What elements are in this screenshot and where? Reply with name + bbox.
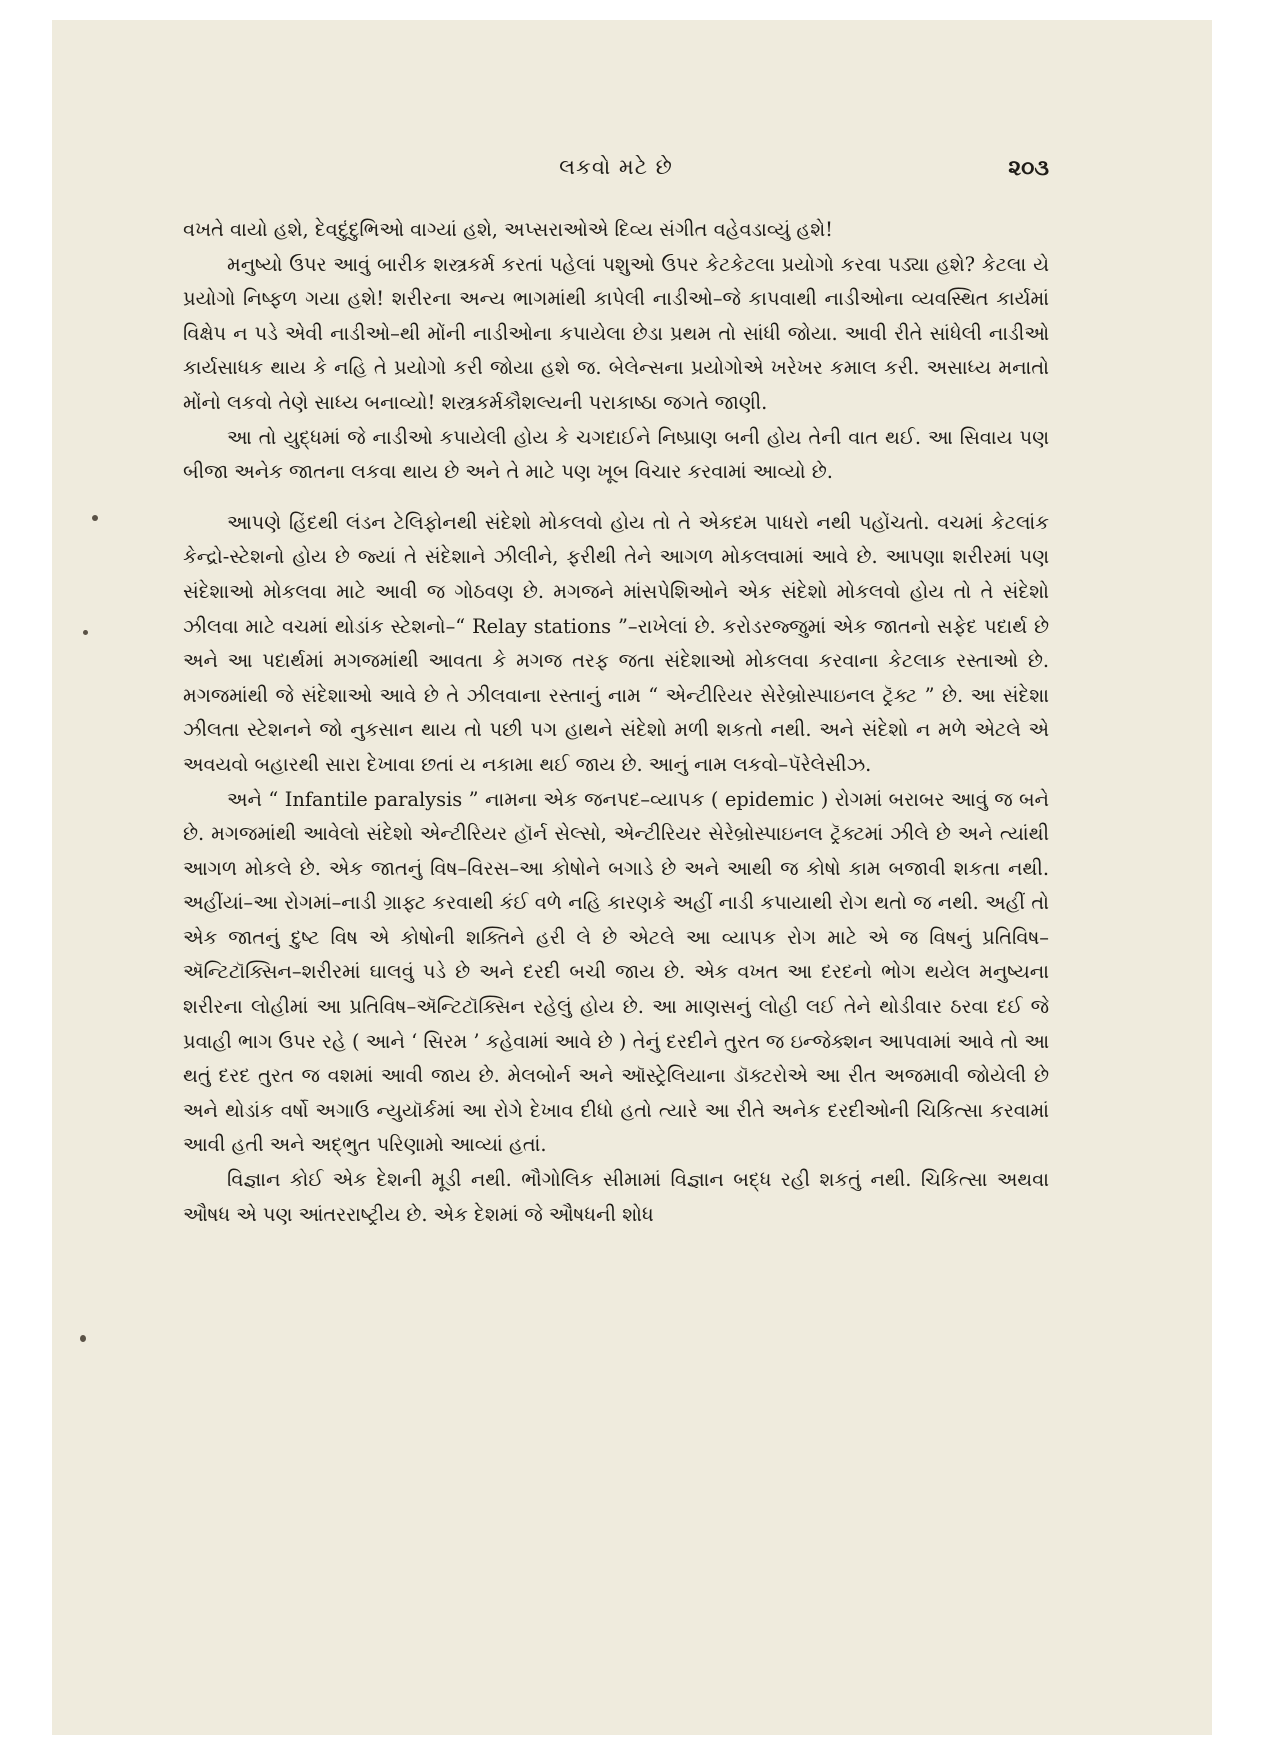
paper-speck xyxy=(83,630,88,635)
page-header xyxy=(183,155,1049,191)
page-number: ૨૦૩ xyxy=(1008,155,1049,181)
paragraph: આપણે હિંદથી લંડન ટેલિફોનથી સંદેશો મોકલવો હોય તો તે એકદમ પાધરો નથી પહોંચતો. વચમાં કેટલાંક કેન્દ્રો-સ્ટેશનો હોય છે જ્યાં તે સંદેશાને ઝીલીને, ફરીથી તેને આગળ મોકલવામાં આવે છે. આપણા શરીરમાં પણ સંદેશાઓ મોકલવા માટે આવી જ ગોઠવણ છે. મગજને માંસપેશિઓને એક સંદેશો મોકલવો હોય તો તે સંદેશો ઝીલવા માટે વચમાં થોડાંક સ્ટેશનો–“ Relay stations ”–રાખેલાં છે. કરોડરજ્જુમાં એક જાતનો સફેદ પદાર્થ છે અને આ પદાર્થમાં મગજમાંથી આવતા કે મગજ તરફ જતા સંદેશાઓ મોકલવા કરવાના કેટલાક રસ્તાઓ છે. મગજમાંથી જે સંદેશાઓ આવે છે તે ઝીલવાના રસ્તાનું નામ “ એન્ટીરિયર સેરેબ્રોસ્પાઇનલ ટ્રૅક્ટ ” છે. આ સંદેશા ઝીલતા સ્ટેશનને જો નુકસાન થાય તો પછી પગ હાથને સંદેશો મળી શકતો નથી. અને સંદેશો ન મળે એટલે એ અવયવો બહારથી સારા દેખાવા છતાં ય નકામા થઈ જાય છે. આનું નામ લકવો–પૅરેલેસીઝ. xyxy=(183,510,1049,776)
paragraph: આ તો યુદ્ધમાં જે નાડીઓ કપાયેલી હોય કે ચગદાઈને નિષ્પ્રાણ બની હોય તેની વાત થઈ. આ સિવાય પણ બીજા અનેક જાતના લકવા થાય છે અને તે માટે પણ ખૂબ વિચાર કરવામાં આવ્યો છે. xyxy=(183,425,1049,484)
book-page xyxy=(183,155,1049,1232)
paragraph: વખતે વાયો હશે, દેવદુંદુભિઓ વાગ્યાં હશે, અપ્સરાઓએ દિવ્ય સંગીત વહેવડાવ્યું હશે! xyxy=(183,218,833,241)
paper-speck xyxy=(92,515,98,521)
paragraph: વિજ્ઞાન કોઈ એક દેશની મૂડી નથી. ભૌગોલિક સીમામાં વિજ્ઞાન બદ્ધ રહી શકતું નથી. ચિકિત્સા અથવા ઔષધ એ પણ આંતરરાષ્ટ્રીય છે. એક દેશમાં જે ઔષધની શોધ xyxy=(183,1168,1049,1226)
paragraph: મનુષ્યો ઉપર આવું બારીક શસ્ત્રકર્મ કરતાં પહેલાં પશુઓ ઉપર કેટકેટલા પ્રયોગો કરવા પડ્યા હશે? કેટલા યે પ્રયોગો નિષ્ફળ ગયા હશે! શરીરના અન્ય ભાગમાંથી કાપેલી નાડીઓ–જે કાપવાથી નાડીઓના વ્યવસ્થિત કાર્યમાં વિક્ષેપ ન પડે એવી નાડીઓ–થી મોંની નાડીઓના કપાયેલા છેડા પ્રથમ તો સાંધી જોયા. આવી રીતે સાંધેલી નાડીઓ કાર્યસાધક થાય કે નહિ તે પ્રયોગો કરી જોયા હશે જ. બેલેન્સના પ્રયોગોએ ખરેખર કમાલ કરી. અસાધ્ય મનાતો મોંનો લકવો તેણે સાધ્ય બનાવ્યો! શસ્ત્રકર્મકૌશલ્યની પરાકાષ્ઠા જગતે જાણી. xyxy=(183,252,1049,414)
running-head: લકવો મટે છે xyxy=(559,155,673,179)
paper-speck xyxy=(80,1335,86,1342)
paragraph: અને “ Infantile paralysis ” નામના એક જનપદ–વ્યાપક ( epidemic ) રોગમાં બરાબર આવું જ બને છે. મગજમાંથી આવેલો સંદેશો એન્ટીરિયર હૉર્ન સેલ્સો, એન્ટીરિયર સેરેબ્રોસ્પાઇનલ ટ્રૅક્ટમાં ઝીલે છે અને ત્યાંથી આગળ મોકલે છે. એક જાતનું વિષ–વિરસ–આ કોષોને બગાડે છે અને આથી જ કોષો કામ બજાવી શકતા નથી. અહીંયાં–આ રોગમાં–નાડી ગ્રાફ્ટ કરવાથી કંઈ વળે નહિ કારણકે અહીં નાડી કપાયાથી રોગ થતો જ નથી. અહીં તો એક જાતનું દુષ્ટ વિષ એ કોષોની શક્તિને હરી લે છે એટલે આ વ્યાપક રોગ માટે એ જ વિષનું પ્રતિવિષ–ઍન્ટિટૉક્સિન–શરીરમાં ઘાલવું પડે છે અને દરદી બચી જાય છે. એક વખત આ દરદનો ભોગ થયેલ મનુષ્યના શરીરના લોહીમાં આ પ્રતિવિષ–ઍન્ટિટૉક્સિન રહેલું હોય છે. આ માણસનું લોહી લઈ તેને થોડીવાર ઠરવા દઈ જે પ્રવાહી ભાગ ઉપર રહે ( આને ‘ સિરમ ’ કહેવામાં આવે છે ) તેનું દરદીને તુરત જ ઇન્જેક્શન આપવામાં આવે તો આ થતું દરદ તુરત જ વશમાં આવી જાય છે. મેલબોર્ન અને ઑસ્ટ્રેલિયાના ડૉક્ટરોએ આ રીત અજમાવી જોયેલી છે અને થોડાંક વર્ષો અગાઉ ન્યુયૉર્કમાં આ રોગે દેખાવ દીધો હતો ત્યારે આ રીતે અનેક દરદીઓની ચિકિત્સા કરવામાં આવી હતી અને અદ્ભુત પરિણામો આવ્યાં હતાં. xyxy=(183,787,1049,1157)
